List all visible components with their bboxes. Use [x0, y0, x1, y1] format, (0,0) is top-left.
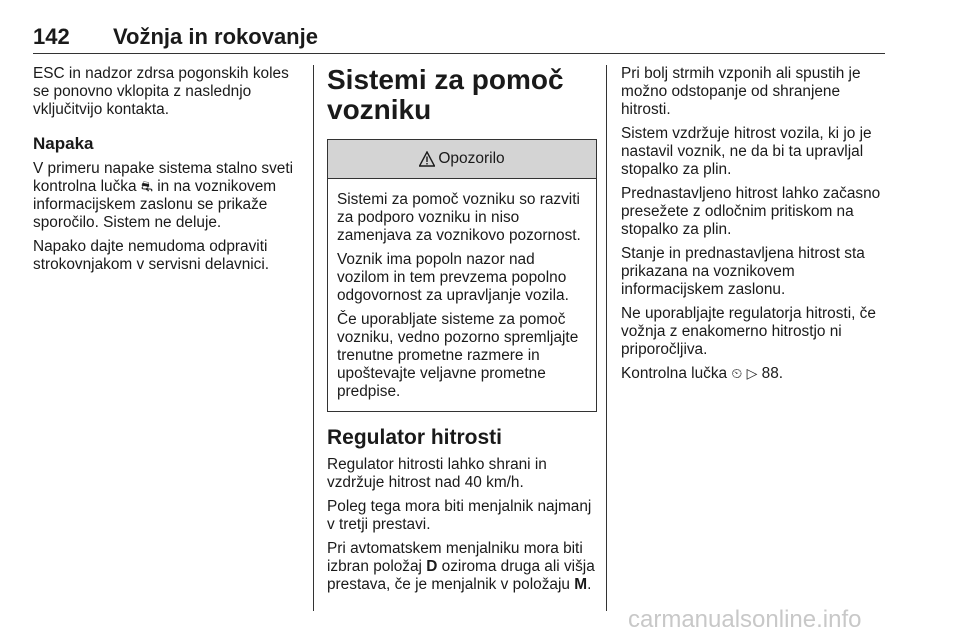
- header-divider: [33, 53, 885, 54]
- cruise-paragraph-2: Poleg tega mora biti menjalnik najmanj v tretji prestavi.: [327, 498, 592, 533]
- right-paragraph-4: Stanje in prednastavljena hitrost sta prikazana na voznikovem informacijskem zaslonu.: [621, 245, 865, 298]
- right-paragraph-6: Kontrolna lučka ⏲ ▷ 88.: [621, 365, 784, 382]
- column-middle: [327, 65, 597, 600]
- fault-heading: Napaka: [33, 134, 94, 153]
- cruise-paragraph-3: Pri avtomatskem menjalniku mora biti izbran položaj D oziroma druga ali višja prestava, če je menjalnik v položaju M.: [327, 540, 595, 593]
- page-reference-arrow-icon: ▷: [746, 366, 758, 382]
- cruise-control-icon: ⏲: [731, 366, 743, 382]
- column-left: [33, 65, 301, 280]
- column-divider-2: [606, 65, 607, 611]
- warning-paragraph-3: Če uporabljate sisteme za pomoč vozniku, vedno pozorno spremljajte trenutne prometne razmere in upoštevajte veljavne prometne predpise.: [337, 311, 579, 400]
- section-title-cruise-control: Regulator hitrosti: [327, 426, 503, 449]
- column-divider-1: [313, 65, 314, 611]
- gear-d-label: D: [426, 558, 438, 575]
- warning-header: [328, 140, 596, 179]
- section-title-driver-assistance: Sistemi za pomoč vozniku: [327, 64, 564, 125]
- page-title: Vožnja in rokovanje: [113, 24, 318, 49]
- right-paragraph-1: Pri bolj strmih vzponih ali spustih je možno odstopanje od shranjene hitrosti.: [621, 65, 861, 118]
- right-paragraph-2: Sistem vzdržuje hitrost vozila, ki jo je nastavil voznik, ne da bi ta upravljal stopalko za plin.: [621, 125, 872, 178]
- gear-m-label: M: [574, 576, 588, 593]
- fault-paragraph-2: Napako dajte nemudoma odpraviti strokovnjakom v servisni delavnici.: [33, 238, 270, 273]
- page-number: 142: [33, 24, 70, 49]
- column-right: [621, 65, 889, 389]
- warning-box: [327, 139, 597, 412]
- right-paragraph-5: Ne uporabljajte regulatorja hitrosti, če vožnja z enakomerno hitrostjo ni priporočljiva.: [621, 305, 876, 358]
- warning-paragraph-2: Voznik ima popoln nazor nad vozilom in tem prevzema popolno odgovornost za upravljanje vozila.: [337, 251, 569, 304]
- page-header: [33, 24, 885, 52]
- watermark: carmanualsonline.info: [628, 606, 862, 633]
- warning-paragraph-1: Sistemi za pomoč vozniku so razviti za podporo vozniku in niso zamenjava za voznikovo pozornost.: [337, 191, 581, 244]
- fault-paragraph-1: V primeru napake sistema stalno sveti kontrolna lučka ⛐ in na voznikovem informacijskem zaslonu se prikaže sporočilo. Sistem ne deluje.: [33, 160, 294, 231]
- cruise-paragraph-1: Regulator hitrosti lahko shrani in vzdržuje hitrost nad 40 km/h.: [327, 456, 547, 491]
- warning-label: Opozorilo: [438, 150, 505, 167]
- warning-triangle-icon: [419, 151, 435, 167]
- traction-control-icon: ⛐: [140, 179, 153, 195]
- page-reference-link[interactable]: 88.: [761, 365, 784, 382]
- right-paragraph-3: Prednastavljeno hitrost lahko začasno presežete z odločnim pritiskom na stopalko za plin.: [621, 185, 881, 238]
- esc-intro-paragraph: ESC in nadzor zdrsa pogonskih koles se ponovno vklopita z naslednjo vključitvijo kontakta.: [33, 65, 289, 118]
- warning-body: [328, 179, 596, 411]
